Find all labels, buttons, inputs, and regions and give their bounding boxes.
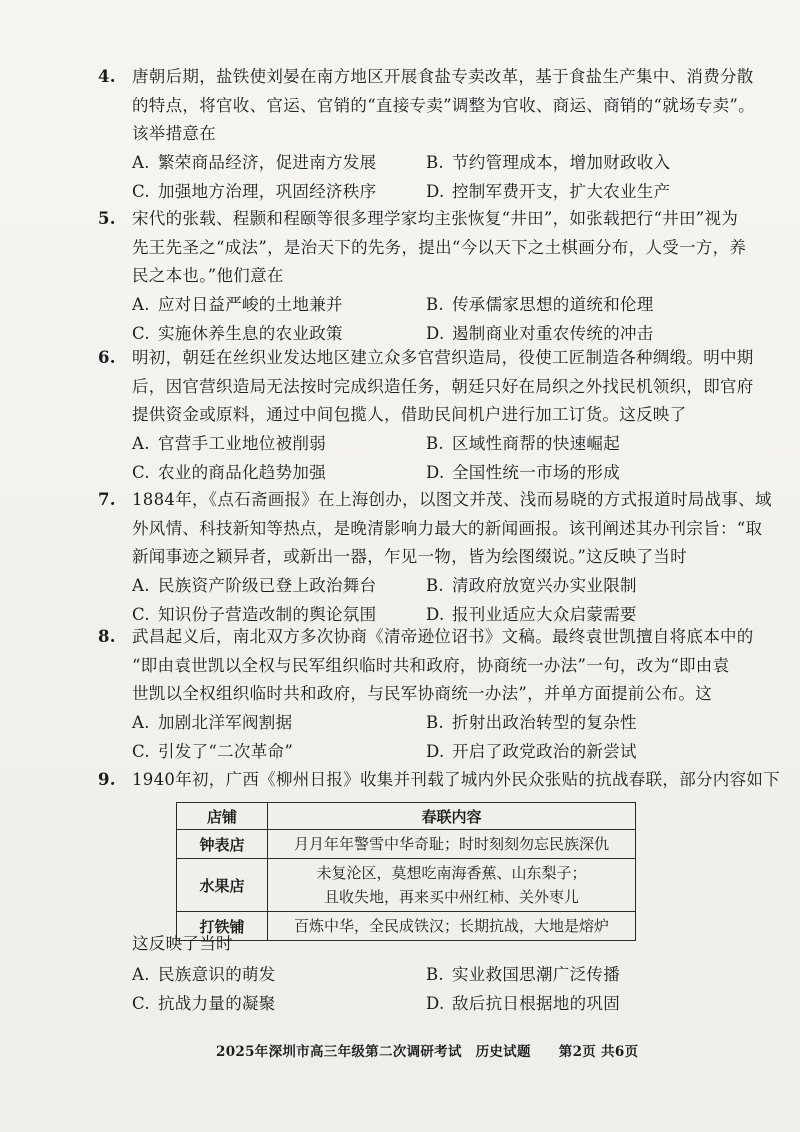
option-d[interactable]: D. 敌后抗日根据地的巩固 bbox=[426, 993, 620, 1013]
question-8 bbox=[98, 623, 754, 767]
option-a[interactable]: A. 民族资产阶级已登上政治舞台 bbox=[132, 575, 377, 595]
stem-line: 1884年，《点石斋画报》在上海创办，以图文并茂、浅而易晓的方式报道时局战事、域 bbox=[132, 490, 772, 509]
option-a[interactable]: A. 加剧北洋军阀割据 bbox=[132, 712, 293, 732]
column-header-couplet: 春联内容 bbox=[268, 803, 636, 830]
shop-cell: 水果店 bbox=[177, 859, 268, 912]
stem-line: 宋代的张载、程颢和程颐等很多理学家均主张恢复“井田”，如张载把行“井田”视为 bbox=[132, 209, 739, 228]
couplet-line: 未复沦区，莫想吃南海香蕉、山东梨子； bbox=[316, 864, 587, 882]
stem-line: 世凯以全权组织临时共和政府，与民军协商统一办法”，并单方面提前公布。这 bbox=[132, 684, 712, 703]
options bbox=[108, 149, 708, 207]
couplet-cell bbox=[268, 859, 636, 912]
stem-line: “即由袁世凯以全权与民军组织临时共和政府，协商统一办法”一句，改为“即由袁 bbox=[132, 655, 730, 675]
couplet-cell bbox=[268, 830, 636, 859]
question-stem bbox=[108, 205, 747, 291]
column-header-shop: 店铺 bbox=[177, 803, 268, 830]
options bbox=[108, 709, 708, 767]
option-a[interactable]: A. 民族意识的萌发 bbox=[132, 964, 276, 984]
question-stem bbox=[108, 486, 772, 572]
option-d[interactable]: D. 开启了政党政治的新尝试 bbox=[426, 741, 637, 761]
question-number: 6. bbox=[98, 348, 116, 367]
question-9 bbox=[98, 766, 780, 795]
option-b[interactable]: B. 清政府放宽兴办实业限制 bbox=[426, 575, 637, 595]
option-d[interactable]: D. 遏制商业对重农传统的冲击 bbox=[426, 323, 654, 343]
stem-line: 这反映了当时 bbox=[132, 934, 233, 953]
page-number: 第2页 共6页 bbox=[558, 1044, 639, 1060]
stem-line: 外风情、科技新知等热点，是晚清影响力最大的新闻画报。该刊阐述其办刊宗旨：“取 bbox=[132, 518, 763, 538]
couplet-line: 且收失地，再来买中州红柿、关外枣儿 bbox=[323, 888, 579, 906]
shop-cell: 打铁铺 bbox=[177, 912, 268, 941]
question-stem bbox=[108, 623, 754, 709]
question-7 bbox=[98, 486, 772, 630]
stem-line: 后，因官营织造局无法按时完成织造任务，朝廷只好在局织之外找民机领织，即官府 bbox=[132, 376, 754, 396]
option-d[interactable]: D. 报刊业适应大众启蒙需要 bbox=[426, 604, 637, 624]
question-stem bbox=[108, 63, 755, 149]
stem-line: 的特点，将官收、官运、官销的“直接专卖”调整为官收、商运、商销的“就场专卖”。 bbox=[132, 95, 755, 115]
question-9-options-block bbox=[108, 930, 708, 1019]
options bbox=[108, 430, 708, 488]
option-b[interactable]: B. 折射出政治转型的复杂性 bbox=[426, 712, 637, 732]
option-c[interactable]: C. 农业的商品化趋势加强 bbox=[132, 462, 326, 482]
option-c[interactable]: C. 引发了“二次革命” bbox=[132, 741, 294, 761]
stem-line: 该举措意在 bbox=[132, 124, 216, 143]
option-b[interactable]: B. 传承儒家思想的道统和伦理 bbox=[426, 294, 654, 314]
option-a[interactable]: A. 繁荣商品经济，促进南方发展 bbox=[132, 152, 377, 172]
stem-line: 民之本也。”他们意在 bbox=[132, 266, 284, 285]
table-row bbox=[177, 830, 636, 859]
stem-line: 武昌起义后，南北双方多次协商《清帝逊位诏书》文稿。最终袁世凯擅自将底本中的 bbox=[132, 627, 754, 646]
stem-line: 先王先圣之“成法”，是治天下的先务，提出“今以天下之土棋画分布，人受一方，养 bbox=[132, 237, 747, 257]
stem-line: 提供资金或原料，通过中间包揽人，借助民间机户进行加工订货。这反映了 bbox=[132, 405, 687, 424]
option-a[interactable]: A. 应对日益严峻的土地兼并 bbox=[132, 294, 343, 314]
option-d[interactable]: D. 控制军费开支，扩大农业生产 bbox=[426, 181, 671, 201]
couplet-line: 月月年年警雪中华奇耻；时时刻刻勿忘民族深仇 bbox=[293, 835, 609, 853]
question-number: 7. bbox=[98, 490, 116, 509]
question-6 bbox=[98, 344, 754, 488]
options bbox=[108, 572, 708, 630]
exam-title: 2025年深圳市高三年级第二次调研考试 历史试题 bbox=[216, 1044, 531, 1060]
question-4 bbox=[98, 63, 755, 207]
stem-line: 1940年初，广西《柳州日报》收集并刊载了城内外民众张贴的抗战春联，部分内容如下 bbox=[132, 770, 780, 789]
option-c[interactable]: C. 抗战力量的凝聚 bbox=[132, 993, 276, 1013]
question-number: 9. bbox=[98, 770, 116, 789]
page-footer bbox=[216, 1040, 638, 1060]
option-d[interactable]: D. 全国性统一市场的形成 bbox=[426, 462, 620, 482]
options bbox=[108, 291, 708, 349]
question-number: 4. bbox=[98, 67, 116, 86]
shop-cell: 钟表店 bbox=[177, 830, 268, 859]
options bbox=[108, 961, 708, 1019]
stem-line: 明初，朝廷在丝织业发达地区建立众多官营织造局，役使工匠制造各种绸缎。明中期 bbox=[132, 348, 754, 367]
stem-line: 新闻事迹之颖异者，或新出一器，乍见一物，皆为绘图缀说。”这反映了当时 bbox=[132, 547, 687, 566]
question-stem bbox=[108, 930, 708, 959]
couplet-line: 百炼中华，全民成铁汉；长期抗战，大地是熔炉 bbox=[293, 917, 609, 935]
table-row bbox=[177, 859, 636, 912]
question-5 bbox=[98, 205, 747, 349]
option-b[interactable]: B. 区域性商帮的快速崛起 bbox=[426, 433, 620, 453]
option-c[interactable]: C. 实施休养生息的农业政策 bbox=[132, 323, 343, 343]
question-number: 5. bbox=[98, 209, 116, 228]
option-b[interactable]: B. 节约管理成本，增加财政收入 bbox=[426, 152, 671, 172]
option-c[interactable]: C. 加强地方治理，巩固经济秩序 bbox=[132, 181, 377, 201]
question-stem bbox=[108, 766, 780, 795]
spring-couplets-table bbox=[176, 802, 636, 941]
option-a[interactable]: A. 官营手工业地位被削弱 bbox=[132, 433, 326, 453]
stem-line: 唐朝后期，盐铁使刘晏在南方地区开展食盐专卖改革，基于食盐生产集中、消费分散 bbox=[132, 67, 754, 86]
table-header-row bbox=[177, 803, 636, 830]
option-b[interactable]: B. 实业救国思潮广泛传播 bbox=[426, 964, 620, 984]
option-c[interactable]: C. 知识份子营造改制的舆论氛围 bbox=[132, 604, 377, 624]
question-stem bbox=[108, 344, 754, 430]
question-number: 8. bbox=[98, 627, 116, 646]
